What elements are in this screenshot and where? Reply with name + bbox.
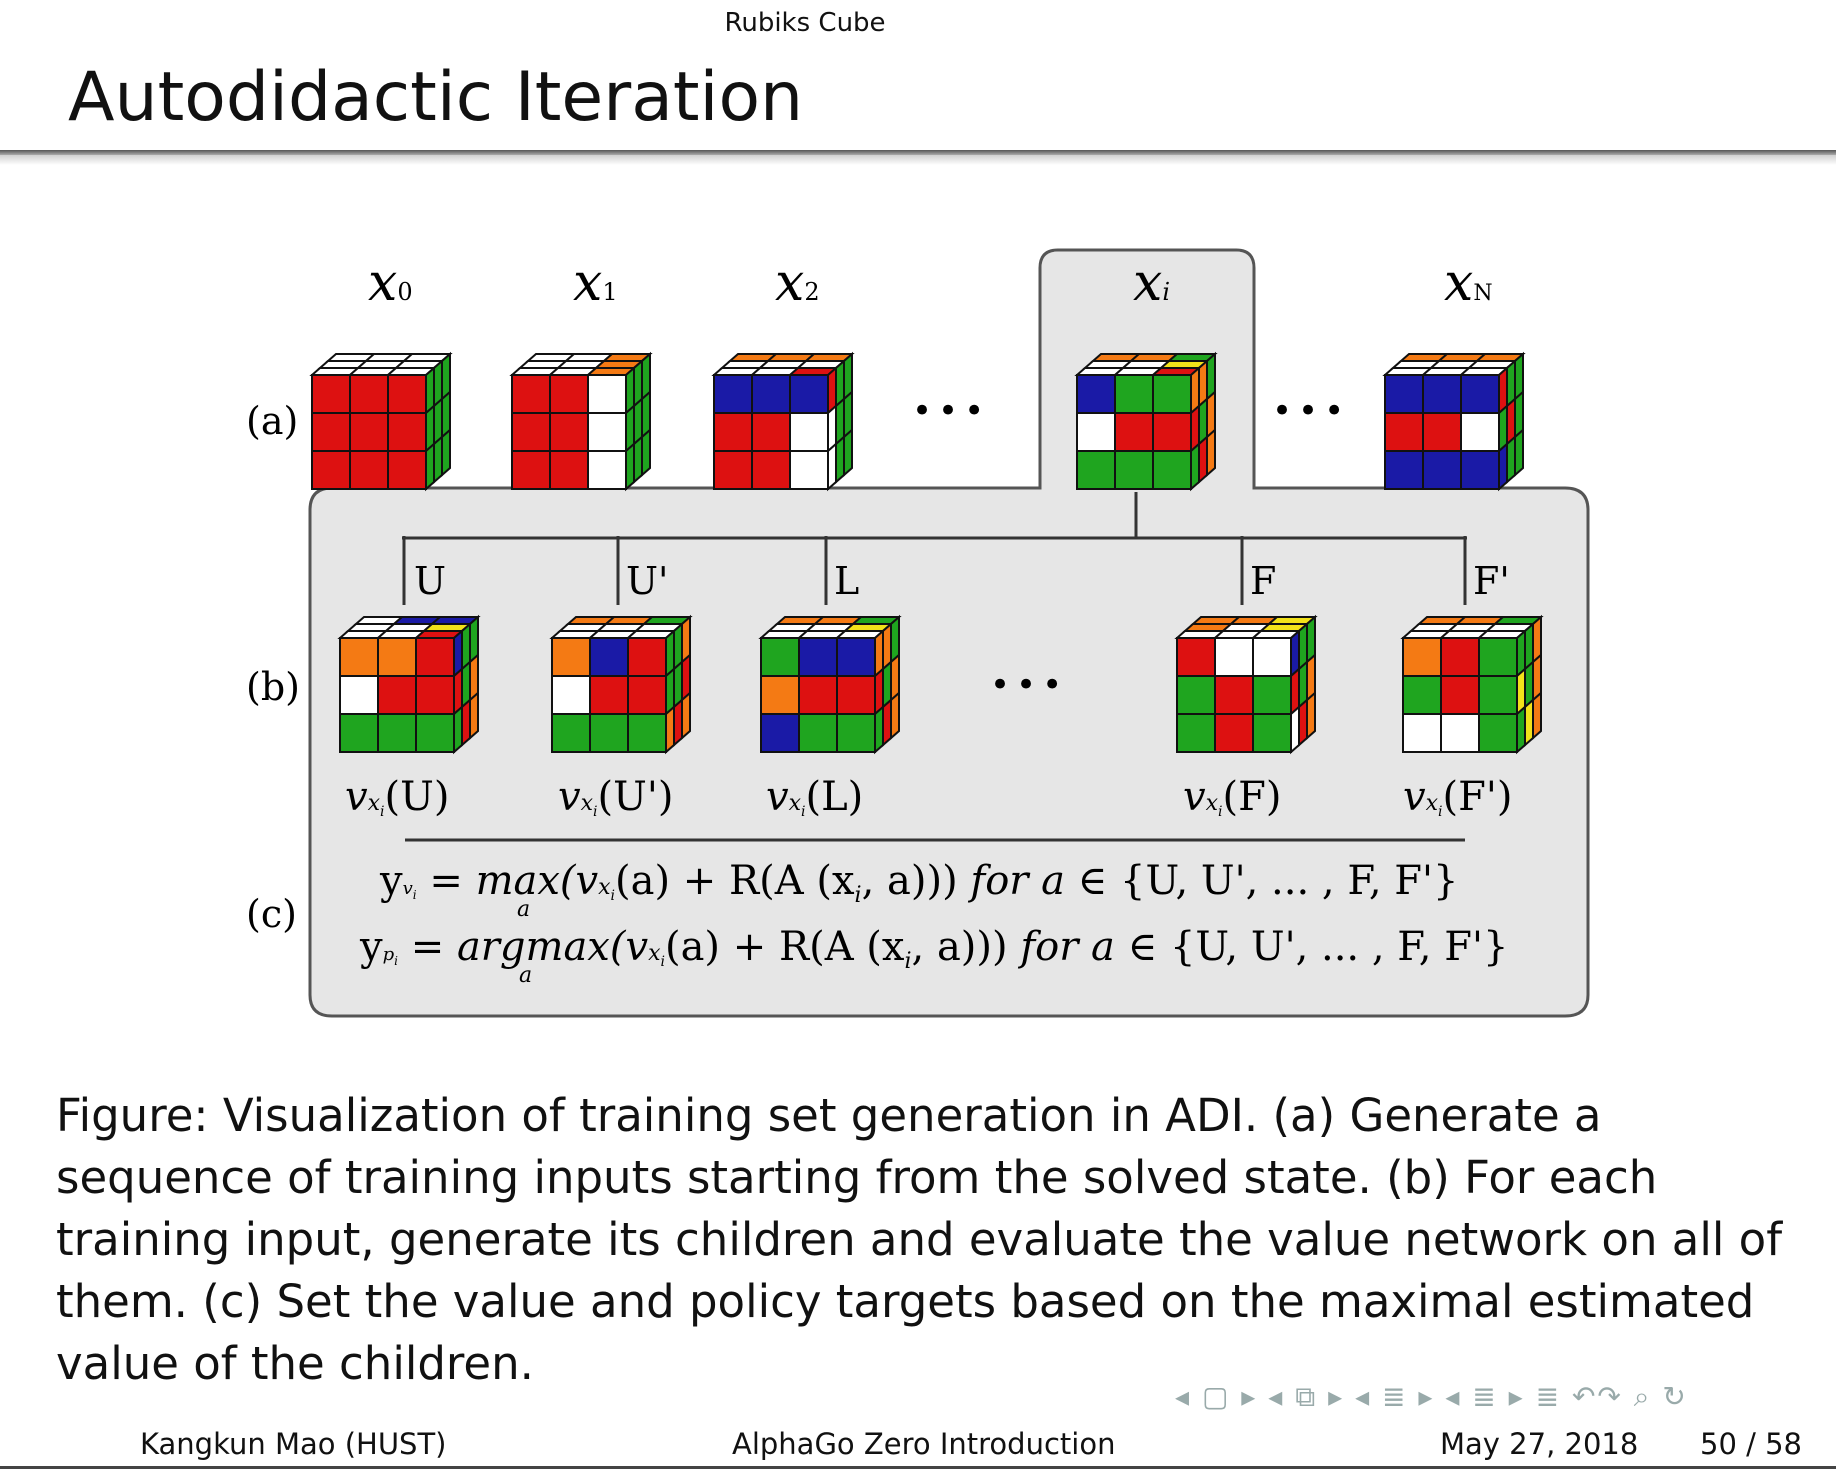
front-sticker: [837, 676, 875, 714]
side-sticker: [836, 437, 844, 482]
front-sticker: [416, 638, 454, 676]
side-sticker: [1517, 707, 1525, 752]
front-sticker: [1479, 714, 1517, 752]
footer-author: Kangkun Mao (HUST): [140, 1427, 447, 1461]
row-label-a: (a): [246, 399, 299, 443]
cube-a-3: [1077, 354, 1215, 489]
front-sticker: [1385, 451, 1423, 489]
front-sticker: [1461, 413, 1499, 451]
front-sticker: [790, 413, 828, 451]
front-sticker: [628, 714, 666, 752]
front-sticker: [378, 638, 416, 676]
cube-b-0: [340, 617, 478, 752]
cube-b-1: [552, 617, 690, 752]
side-sticker: [1507, 437, 1515, 482]
front-sticker: [752, 451, 790, 489]
cube-b-3: [1177, 617, 1315, 752]
front-sticker: [588, 451, 626, 489]
side-sticker: [828, 444, 836, 489]
state-label-2: x2: [775, 253, 820, 313]
front-sticker: [1479, 638, 1517, 676]
state-label-n: xN: [1444, 253, 1493, 313]
front-sticker: [312, 413, 350, 451]
slide-title: Autodidactic Iteration: [68, 58, 804, 137]
front-sticker: [512, 451, 550, 489]
front-sticker: [350, 375, 388, 413]
side-sticker: [1499, 444, 1507, 489]
front-sticker: [1177, 676, 1215, 714]
ellipsis-b: •••: [990, 665, 1069, 705]
move-label-u-prime: U': [626, 559, 669, 603]
front-sticker: [1153, 451, 1191, 489]
formula-value-op-sub: a: [517, 897, 531, 922]
side-sticker: [1299, 700, 1307, 745]
front-sticker: [1403, 714, 1441, 752]
side-sticker: [442, 430, 450, 475]
front-sticker: [1115, 413, 1153, 451]
move-label-f: F: [1250, 559, 1277, 603]
front-sticker: [799, 638, 837, 676]
front-sticker: [790, 375, 828, 413]
front-sticker: [378, 714, 416, 752]
side-sticker: [1533, 693, 1541, 738]
front-sticker: [790, 451, 828, 489]
front-sticker: [550, 451, 588, 489]
front-sticker: [1385, 413, 1423, 451]
value-label-f: vxi(F): [1183, 774, 1282, 820]
footer-talk-title: AlphaGo Zero Introduction: [732, 1427, 1116, 1461]
front-sticker: [512, 413, 550, 451]
front-sticker: [388, 375, 426, 413]
cube-b-2: [761, 617, 899, 752]
front-sticker: [590, 676, 628, 714]
front-sticker: [761, 638, 799, 676]
cube-b-4: [1403, 617, 1541, 752]
front-sticker: [416, 714, 454, 752]
side-sticker: [426, 444, 434, 489]
section-title: Rubiks Cube: [724, 8, 886, 38]
footer-page-number: 50 / 58: [1700, 1427, 1803, 1461]
side-sticker: [1307, 693, 1315, 738]
front-sticker: [388, 413, 426, 451]
side-sticker: [1207, 430, 1215, 475]
front-sticker: [1461, 451, 1499, 489]
footer-rule: [0, 1466, 1836, 1469]
ellipsis-a-1: •••: [912, 391, 991, 431]
front-sticker: [1423, 375, 1461, 413]
beamer-navigation-icons[interactable]: ◂ ▢ ▸ ◂ ⧉ ▸ ◂ ≣ ▸ ◂ ≣ ▸ ≣ ↶↷ ⌕ ↻: [1175, 1380, 1688, 1413]
front-sticker: [1215, 714, 1253, 752]
front-sticker: [628, 638, 666, 676]
front-sticker: [552, 714, 590, 752]
figure-caption: Figure: Visualization of training set generation in ADI. (a) Generate a sequence of training inputs starting from the solved state. (b) For each training input, generate its children and evaluate the value network on all of them. (c) Set the value and policy targets based on the maximal estimated value of the children.: [56, 1089, 1783, 1390]
front-sticker: [1479, 676, 1517, 714]
front-sticker: [1077, 413, 1115, 451]
front-sticker: [1385, 375, 1423, 413]
front-sticker: [388, 451, 426, 489]
front-sticker: [714, 451, 752, 489]
front-sticker: [550, 375, 588, 413]
cube-a-4: [1385, 354, 1523, 489]
move-label-f-prime: F': [1473, 559, 1510, 603]
side-sticker: [891, 693, 899, 738]
front-sticker: [1115, 375, 1153, 413]
front-sticker: [552, 638, 590, 676]
front-sticker: [378, 676, 416, 714]
front-sticker: [340, 638, 378, 676]
front-sticker: [1403, 676, 1441, 714]
front-sticker: [1461, 375, 1499, 413]
front-sticker: [1153, 375, 1191, 413]
state-label-i: xi: [1133, 253, 1171, 313]
ellipsis-a-2: •••: [1272, 391, 1351, 431]
value-label-f-prime: vxi(F'): [1403, 774, 1513, 820]
footer: [0, 1425, 1836, 1465]
front-sticker: [312, 375, 350, 413]
front-sticker: [761, 714, 799, 752]
side-sticker: [1199, 437, 1207, 482]
cube-a-1: [512, 354, 650, 489]
front-sticker: [350, 413, 388, 451]
front-sticker: [761, 676, 799, 714]
front-sticker: [1153, 413, 1191, 451]
front-sticker: [1253, 714, 1291, 752]
front-sticker: [1177, 638, 1215, 676]
row-label-c: (c): [246, 892, 297, 936]
front-sticker: [1403, 638, 1441, 676]
side-sticker: [844, 430, 852, 475]
front-sticker: [1115, 451, 1153, 489]
front-sticker: [1215, 638, 1253, 676]
side-sticker: [634, 437, 642, 482]
front-sticker: [752, 413, 790, 451]
front-sticker: [350, 451, 388, 489]
formula-value-target: yvi = max(vxi(a) + R(A ($x_i$, a))) for a ∈ {U, U', ... , F, F'}: [380, 858, 1459, 908]
front-sticker: [550, 413, 588, 451]
side-sticker: [682, 693, 690, 738]
front-sticker: [588, 413, 626, 451]
front-sticker: [1441, 714, 1479, 752]
side-sticker: [674, 700, 682, 745]
front-sticker: [312, 451, 350, 489]
side-sticker: [1191, 444, 1199, 489]
side-sticker: [470, 693, 478, 738]
front-sticker: [799, 676, 837, 714]
front-sticker: [1215, 676, 1253, 714]
front-sticker: [1253, 638, 1291, 676]
formula-policy-target: ypi = argmax(vxi(a) + R(A ($x_i$, a))) for a ∈ {U, U', ... , F, F'}: [360, 924, 1509, 974]
row-label-b: (b): [246, 665, 300, 709]
front-sticker: [1441, 676, 1479, 714]
value-label-u-prime: vxi(U'): [558, 774, 674, 820]
front-sticker: [1423, 413, 1461, 451]
side-sticker: [666, 707, 674, 752]
front-sticker: [552, 676, 590, 714]
front-sticker: [416, 676, 454, 714]
state-label-1: x1: [573, 253, 618, 313]
front-sticker: [512, 375, 550, 413]
front-sticker: [1423, 451, 1461, 489]
cube-a-2: [714, 354, 852, 489]
front-sticker: [628, 676, 666, 714]
cube-a-0: [312, 354, 450, 489]
formula-policy-op-sub: a: [519, 963, 533, 988]
move-label-l: L: [834, 559, 860, 603]
side-sticker: [1525, 700, 1533, 745]
side-sticker: [875, 707, 883, 752]
footer-date: May 27, 2018: [1440, 1427, 1639, 1461]
front-sticker: [837, 714, 875, 752]
side-sticker: [626, 444, 634, 489]
value-label-l: vxi(L): [766, 774, 864, 820]
front-sticker: [588, 375, 626, 413]
front-sticker: [340, 676, 378, 714]
value-label-u: vxi(U): [345, 774, 450, 820]
front-sticker: [714, 375, 752, 413]
front-sticker: [1253, 676, 1291, 714]
side-sticker: [883, 700, 891, 745]
state-label-0: x0: [368, 253, 413, 313]
move-label-u: U: [414, 559, 447, 603]
front-sticker: [799, 714, 837, 752]
front-sticker: [340, 714, 378, 752]
front-sticker: [1177, 714, 1215, 752]
front-sticker: [837, 638, 875, 676]
side-sticker: [642, 430, 650, 475]
side-sticker: [462, 700, 470, 745]
front-sticker: [714, 413, 752, 451]
front-sticker: [1077, 451, 1115, 489]
side-sticker: [434, 437, 442, 482]
front-sticker: [1077, 375, 1115, 413]
front-sticker: [590, 638, 628, 676]
side-sticker: [1291, 707, 1299, 752]
side-sticker: [454, 707, 462, 752]
side-sticker: [1515, 430, 1523, 475]
front-sticker: [1441, 638, 1479, 676]
front-sticker: [590, 714, 628, 752]
front-sticker: [752, 375, 790, 413]
